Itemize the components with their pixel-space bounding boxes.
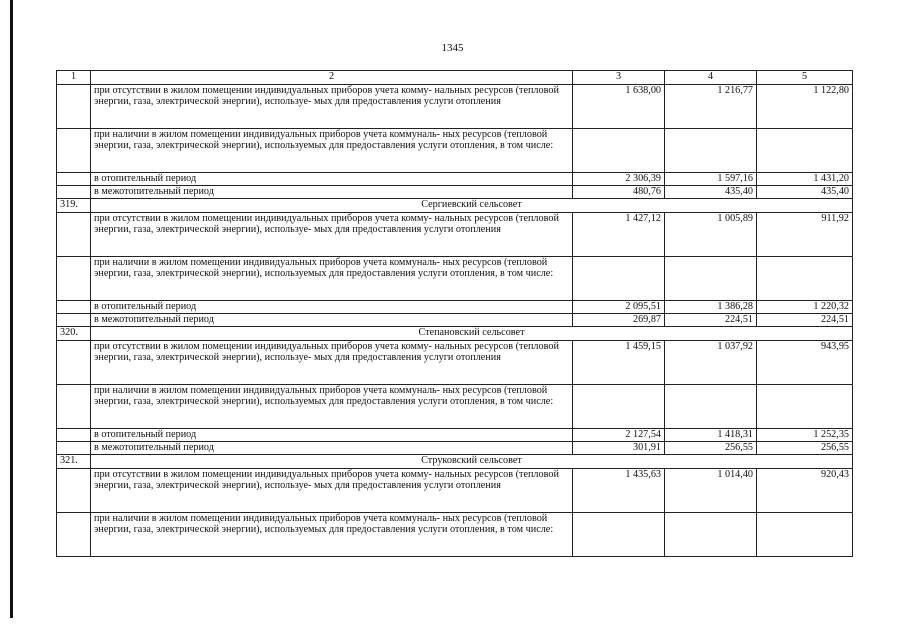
value-cell: 943,95 (757, 341, 853, 385)
number-cell (57, 385, 91, 429)
value-cell (757, 129, 853, 173)
description-cell: в межотопительный период (91, 186, 573, 199)
table-row (57, 173, 853, 186)
value-cell: 480,76 (573, 186, 665, 199)
description-cell: в отопительный период (91, 301, 573, 314)
table-row (57, 314, 853, 327)
table-header-row (57, 71, 853, 85)
value-cell (573, 129, 665, 173)
value-cell: 1 418,31 (665, 429, 757, 442)
value-cell: 1 252,35 (757, 429, 853, 442)
section-title: Струковский сельсовет (91, 455, 853, 469)
number-cell (57, 257, 91, 301)
number-cell (57, 429, 91, 442)
description-cell: при отсутствии в жилом помещении индивидуальных приборов учета комму- нальных ресурсов (тепловой энергии, газа, электрической энергии), используе- мых для предоставления услуги отопления (91, 341, 573, 385)
description-cell: в межотопительный период (91, 314, 573, 327)
header-cell-1: 1 (57, 71, 91, 85)
description-cell: при отсутствии в жилом помещении индивидуальных приборов учета комму- нальных ресурсов (тепловой энергии, газа, электрической энергии), используе- мых для предоставления услуги отопления (91, 469, 573, 513)
number-cell (57, 301, 91, 314)
table-row (57, 85, 853, 129)
value-cell: 224,51 (665, 314, 757, 327)
section-number: 319. (57, 199, 91, 213)
value-cell: 269,87 (573, 314, 665, 327)
section-title: Сергиевский сельсовет (91, 199, 853, 213)
section-row (57, 455, 853, 469)
value-cell: 1 431,20 (757, 173, 853, 186)
value-cell: 1 014,40 (665, 469, 757, 513)
value-cell: 2 306,39 (573, 173, 665, 186)
value-cell: 1 216,77 (665, 85, 757, 129)
page-edge-line (10, 0, 13, 618)
table-row (57, 186, 853, 199)
value-cell (573, 385, 665, 429)
section-row (57, 327, 853, 341)
value-cell (573, 257, 665, 301)
section-number: 321. (57, 455, 91, 469)
number-cell (57, 341, 91, 385)
header-cell-2: 2 (91, 71, 573, 85)
description-cell: при отсутствии в жилом помещении индивидуальных приборов учета комму- нальных ресурсов (тепловой энергии, газа, электрической энергии), используе- мых для предоставления услуги отопления (91, 213, 573, 257)
number-cell (57, 442, 91, 455)
value-cell: 1 386,28 (665, 301, 757, 314)
value-cell (665, 513, 757, 557)
table-row (57, 442, 853, 455)
value-cell: 1 220,32 (757, 301, 853, 314)
value-cell (757, 385, 853, 429)
number-cell (57, 213, 91, 257)
value-cell (665, 129, 757, 173)
value-cell: 1 005,89 (665, 213, 757, 257)
value-cell: 1 037,92 (665, 341, 757, 385)
description-cell: в отопительный период (91, 173, 573, 186)
description-cell: при наличии в жилом помещении индивидуальных приборов учета коммуналь- ных ресурсов (тепловой энергии, газа, электрической энергии), используемых для предоставления услуги отопления, в том числе: (91, 129, 573, 173)
table-row (57, 257, 853, 301)
table-row (57, 213, 853, 257)
value-cell: 301,91 (573, 442, 665, 455)
table-row (57, 385, 853, 429)
value-cell: 1 597,16 (665, 173, 757, 186)
header-cell-5: 5 (757, 71, 853, 85)
description-cell: при наличии в жилом помещении индивидуальных приборов учета коммуналь- ных ресурсов (тепловой энергии, газа, электрической энергии), используемых для предоставления услуги отопления, в том числе: (91, 257, 573, 301)
table-row (57, 341, 853, 385)
table-row (57, 301, 853, 314)
table-row (57, 429, 853, 442)
number-cell (57, 186, 91, 199)
description-cell: при наличии в жилом помещении индивидуальных приборов учета коммуналь- ных ресурсов (тепловой энергии, газа, электрической энергии), используемых для предоставления услуги отопления, в том числе: (91, 385, 573, 429)
description-cell: при наличии в жилом помещении индивидуальных приборов учета коммуналь- ных ресурсов (тепловой энергии, газа, электрической энергии), используемых для предоставления услуги отопления, в том числе: (91, 513, 573, 557)
table-row (57, 469, 853, 513)
value-cell: 2 127,54 (573, 429, 665, 442)
number-cell (57, 314, 91, 327)
value-cell (757, 513, 853, 557)
value-cell: 920,43 (757, 469, 853, 513)
value-cell (573, 513, 665, 557)
value-cell: 1 638,00 (573, 85, 665, 129)
number-cell (57, 129, 91, 173)
number-cell (57, 513, 91, 557)
value-cell: 435,40 (665, 186, 757, 199)
section-row (57, 199, 853, 213)
value-cell: 1 459,15 (573, 341, 665, 385)
value-cell: 911,92 (757, 213, 853, 257)
value-cell: 1 122,80 (757, 85, 853, 129)
description-cell: в отопительный период (91, 429, 573, 442)
page-number: 1345 (441, 42, 464, 54)
number-cell (57, 85, 91, 129)
header-cell-4: 4 (665, 71, 757, 85)
value-cell: 256,55 (665, 442, 757, 455)
description-cell: в межотопительный период (91, 442, 573, 455)
section-title: Степановский сельсовет (91, 327, 853, 341)
description-cell: при отсутствии в жилом помещении индивидуальных приборов учета комму- нальных ресурсов (тепловой энергии, газа, электрической энергии), используе- мых для предоставления услуги отопления (91, 85, 573, 129)
header-cell-3: 3 (573, 71, 665, 85)
value-cell: 1 435,63 (573, 469, 665, 513)
value-cell: 2 095,51 (573, 301, 665, 314)
value-cell: 256,55 (757, 442, 853, 455)
value-cell: 224,51 (757, 314, 853, 327)
value-cell (665, 385, 757, 429)
number-cell (57, 173, 91, 186)
number-cell (57, 469, 91, 513)
table-row (57, 129, 853, 173)
value-cell (757, 257, 853, 301)
tariff-table (56, 70, 853, 557)
section-number: 320. (57, 327, 91, 341)
value-cell: 435,40 (757, 186, 853, 199)
table-row (57, 513, 853, 557)
value-cell: 1 427,12 (573, 213, 665, 257)
value-cell (665, 257, 757, 301)
